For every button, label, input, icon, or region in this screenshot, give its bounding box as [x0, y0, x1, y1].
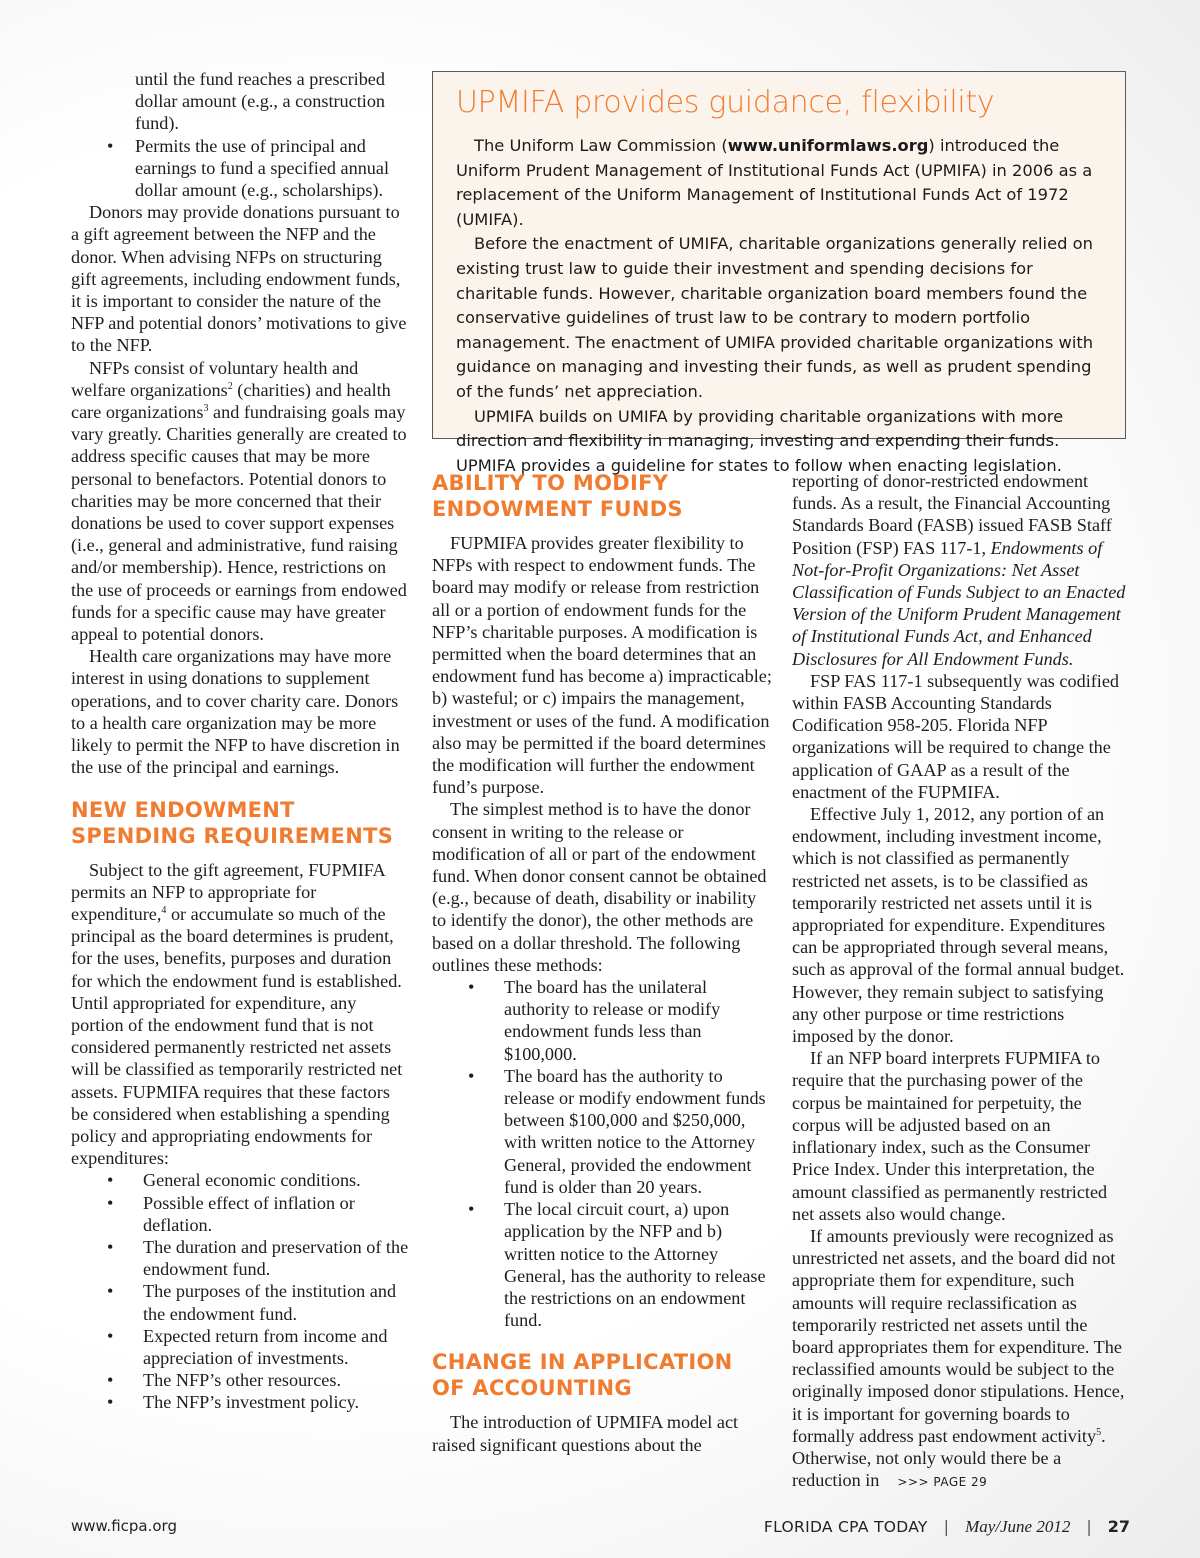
sidebar-paragraph: The Uniform Law Commission (www.uniformlaws.org) introduced the Uniform Prudent Management of Institutional Funds Act (UPMIFA) in 2006 as a replacement of the Uniform Management of Institutional Funds Act of 1972 (UMIFA). [456, 136, 1093, 229]
footer-separator: | [943, 1517, 950, 1536]
list-item: • The purposes of the institution and the endowment fund. [71, 1280, 411, 1324]
body-paragraph: Subject to the gift agreement, FUPMIFA permits an NFP to appropriate for expenditure,$^4$ or accumulate so much of the principal as the board determines is prudent, for the uses, benefits, purposes and duration for which the endowment fund is established. Until appropriated for expenditure, any portion of the endowment fund that is not considered permanently restricted net assets will be classified as temporarily restricted net assets. FUPMIFA requires that these factors be considered when establishing a spending policy and appropriating endowments for expenditures: [71, 859, 403, 1169]
footer-separator: | [1086, 1517, 1092, 1536]
list-item: • Expected return from income and appreciation of investments. [71, 1325, 411, 1369]
factors-list [71, 1169, 411, 1413]
section-heading: ABILITY TO MODIFY ENDOWMENT FUNDS [432, 471, 683, 521]
body-paragraph: FUPMIFA provides greater flexibility to NFPs with respect to endowment funds. The board may modify or release from restriction all or a portion of endowment funds for the NFP’s charitable purposes. A modification is permitted when the board determines that an endowment fund has become a) impracticable; b) wasteful; or c) impairs the management, investment or uses of the fund. A modification also may be permitted if the board determines the modification will further the endowment fund’s purpose. [432, 533, 772, 798]
publication-title: Endowments of Not-for-Profit Organizations: Net Asset Classification of Funds Subject to an Enacted Version of the Uniform Prudent Management of Institutional Funds Act, and Enhanced Disclosures for All Endowment Funds. [792, 537, 1126, 669]
bullet-list [71, 135, 411, 202]
body-paragraph: NFPs consist of voluntary health and welfare organizations$^2$ (charities) and health care organizations$^3$ and fundraising goals may vary greatly. Charities generally are created to address specific causes that may be more personal to benefactors. Potential donors to charities may be more concerned that their donations be used to cover support expenses (i.e., general and administrative, fund raising and/or membership). Hence, restrictions on the use of proceeds or earnings from endowed funds for a specific cause may have greater appeal to potential donors. [71, 357, 407, 645]
body-paragraph: reporting of donor-restricted endowment funds. As a result, the Financial Accounting Standards Board (FASB) issued FASB Staff Position (FSP) FAS 117-1, Endowments of Not-for-Profit Organizations: Net Asset Classification of Funds Subject to an Enacted Version of the Uniform Prudent Management of Institutional Funds Act, and Enhanced Disclosures for All Endowment Funds. [792, 471, 1126, 669]
footer-url[interactable]: www.ficpa.org [71, 1517, 177, 1535]
section-heading: CHANGE IN APPLICATION OF ACCOUNTING [432, 1350, 733, 1401]
list-item: • Possible effect of inflation or deflation. [71, 1192, 411, 1236]
sidebar-paragraph: UPMIFA builds on UMIFA by providing charitable organizations with more direction and flexibility in managing, investing and expending their funds. UPMIFA provides a guideline for states to follow when enacting legislation. [456, 406, 1064, 475]
magazine-name: FLORIDA CPA TODAY [763, 1518, 928, 1536]
methods-list [432, 976, 772, 1331]
sidebar-box [432, 71, 1126, 475]
column-2 [432, 470, 772, 1456]
sidebar-title: UPMIFA provides guidance, flexibility [456, 85, 995, 120]
footnote-ref: 3 [203, 402, 209, 414]
section-heading: NEW ENDOWMENT SPENDING REQUIREMENTS [71, 797, 394, 848]
footnote-ref: 5 [1096, 1426, 1102, 1438]
list-item: • The NFP’s investment policy. [71, 1391, 411, 1413]
body-paragraph: The introduction of UPMIFA model act raised significant questions about the [432, 1412, 739, 1455]
page-number: 27 [1107, 1517, 1130, 1536]
sidebar-paragraph: Before the enactment of UMIFA, charitable organizations generally relied on existing trust law to guide their investment and spending decisions for charitable funds. However, charitable organization board members found the conservative guidelines of trust law to be contrary to modern portfolio management. The enactment of UMIFA provided charitable organizations with guidance on managing and investing their funds, as well as prudent spending of the funds’ net appreciation. [456, 234, 1094, 401]
list-item: • The local circuit court, a) upon application by the NFP and b) written notice to the Attorney General, has the authority to release the restrictions on an endowment fund. [432, 1198, 772, 1331]
issue-date: May/June 2012 [965, 1517, 1071, 1536]
list-item: • The NFP’s other resources. [71, 1369, 411, 1391]
list-item: • The board has the unilateral authority to release or modify endowment funds less than $100,000. [432, 976, 772, 1065]
body-paragraph: Health care organizations may have more interest in using donations to supplement operations, and to cover charity care. Donors to a health care organization may be more likely to permit the NFP to have discretion in the use of the principal and earnings. [71, 646, 400, 778]
body-paragraph: If an NFP board interprets FUPMIFA to require that the purchasing power of the corpus be maintained for perpetuity, the corpus will be adjusted based on an inflationary index, such as the Consumer Price Index. Under this interpretation, the amount classified as permanently restricted net assets also would change. [792, 1048, 1108, 1224]
body-paragraph: Effective July 1, 2012, any portion of an endowment, including investment income, which is not classified as permanently restricted net assets, is to be classified as temporarily restricted net assets until it is appropriated for expenditure. Expenditures can be appropriated through several means, such as approval of the formal annual budget. However, they remain subject to satisfying any other purpose or time restrictions imposed by the donor. [792, 804, 1125, 1047]
column-3 [792, 470, 1130, 1493]
footnote-ref: 4 [161, 904, 167, 916]
list-item: • The board has the authority to release or modify endowment funds between $100,000 and $250,000, with written notice to the Attorney General, provided the endowment fund is older than 20 years. [432, 1065, 772, 1198]
uniformlaws-link[interactable]: www.uniformlaws.org [727, 136, 929, 155]
continued-on-page-link[interactable]: >>> PAGE 29 [897, 1475, 988, 1490]
list-continuation: until the fund reaches a prescribed dollar amount (e.g., a construction fund). [135, 69, 386, 134]
list-item: • The duration and preservation of the endowment fund. [71, 1236, 411, 1280]
body-paragraph: Donors may provide donations pursuant to a gift agreement between the NFP and the donor. When advising NFPs on structuring gift agreements, including endowment funds, it is important to consider the nature of the NFP and potential donors’ motivations to give to the NFP. [71, 202, 407, 356]
footnote-ref: 2 [227, 380, 233, 392]
column-1 [71, 68, 411, 1414]
body-paragraph: If amounts previously were recognized as unrestricted net assets, and the board did not appropriate them for expenditure, such amounts will require reclassification as temporarily restricted net assets until the board appropriates them for expenditure. The reclassified amounts would be subject to the originally imposed donor stipulations. Hence, it is important for governing boards to formally address past endowment activity$^5$. Otherwise, not only would there be a reduction in >>> PAGE 29 [792, 1225, 1125, 1491]
body-paragraph: The simplest method is to have the donor consent in writing to the release or modification of all or part of the endowment fund. When donor consent cannot be obtained (e.g., because of death, disability or inability to identify the donor), the other methods are based on a dollar threshold. The following outlines these methods: [432, 799, 767, 975]
footer-right [764, 1517, 1130, 1537]
body-paragraph: FSP FAS 117-1 subsequently was codified within FASB Accounting Standards Codification 958-205. Florida NFP organizations will be required to change the application of GAAP as a result of the enactment of the FUPMIFA. [792, 670, 1120, 802]
list-item: • Permits the use of principal and earnings to fund a specified annual dollar amount (e.g., scholarships). [71, 135, 411, 202]
list-item: • General economic conditions. [71, 1169, 411, 1191]
